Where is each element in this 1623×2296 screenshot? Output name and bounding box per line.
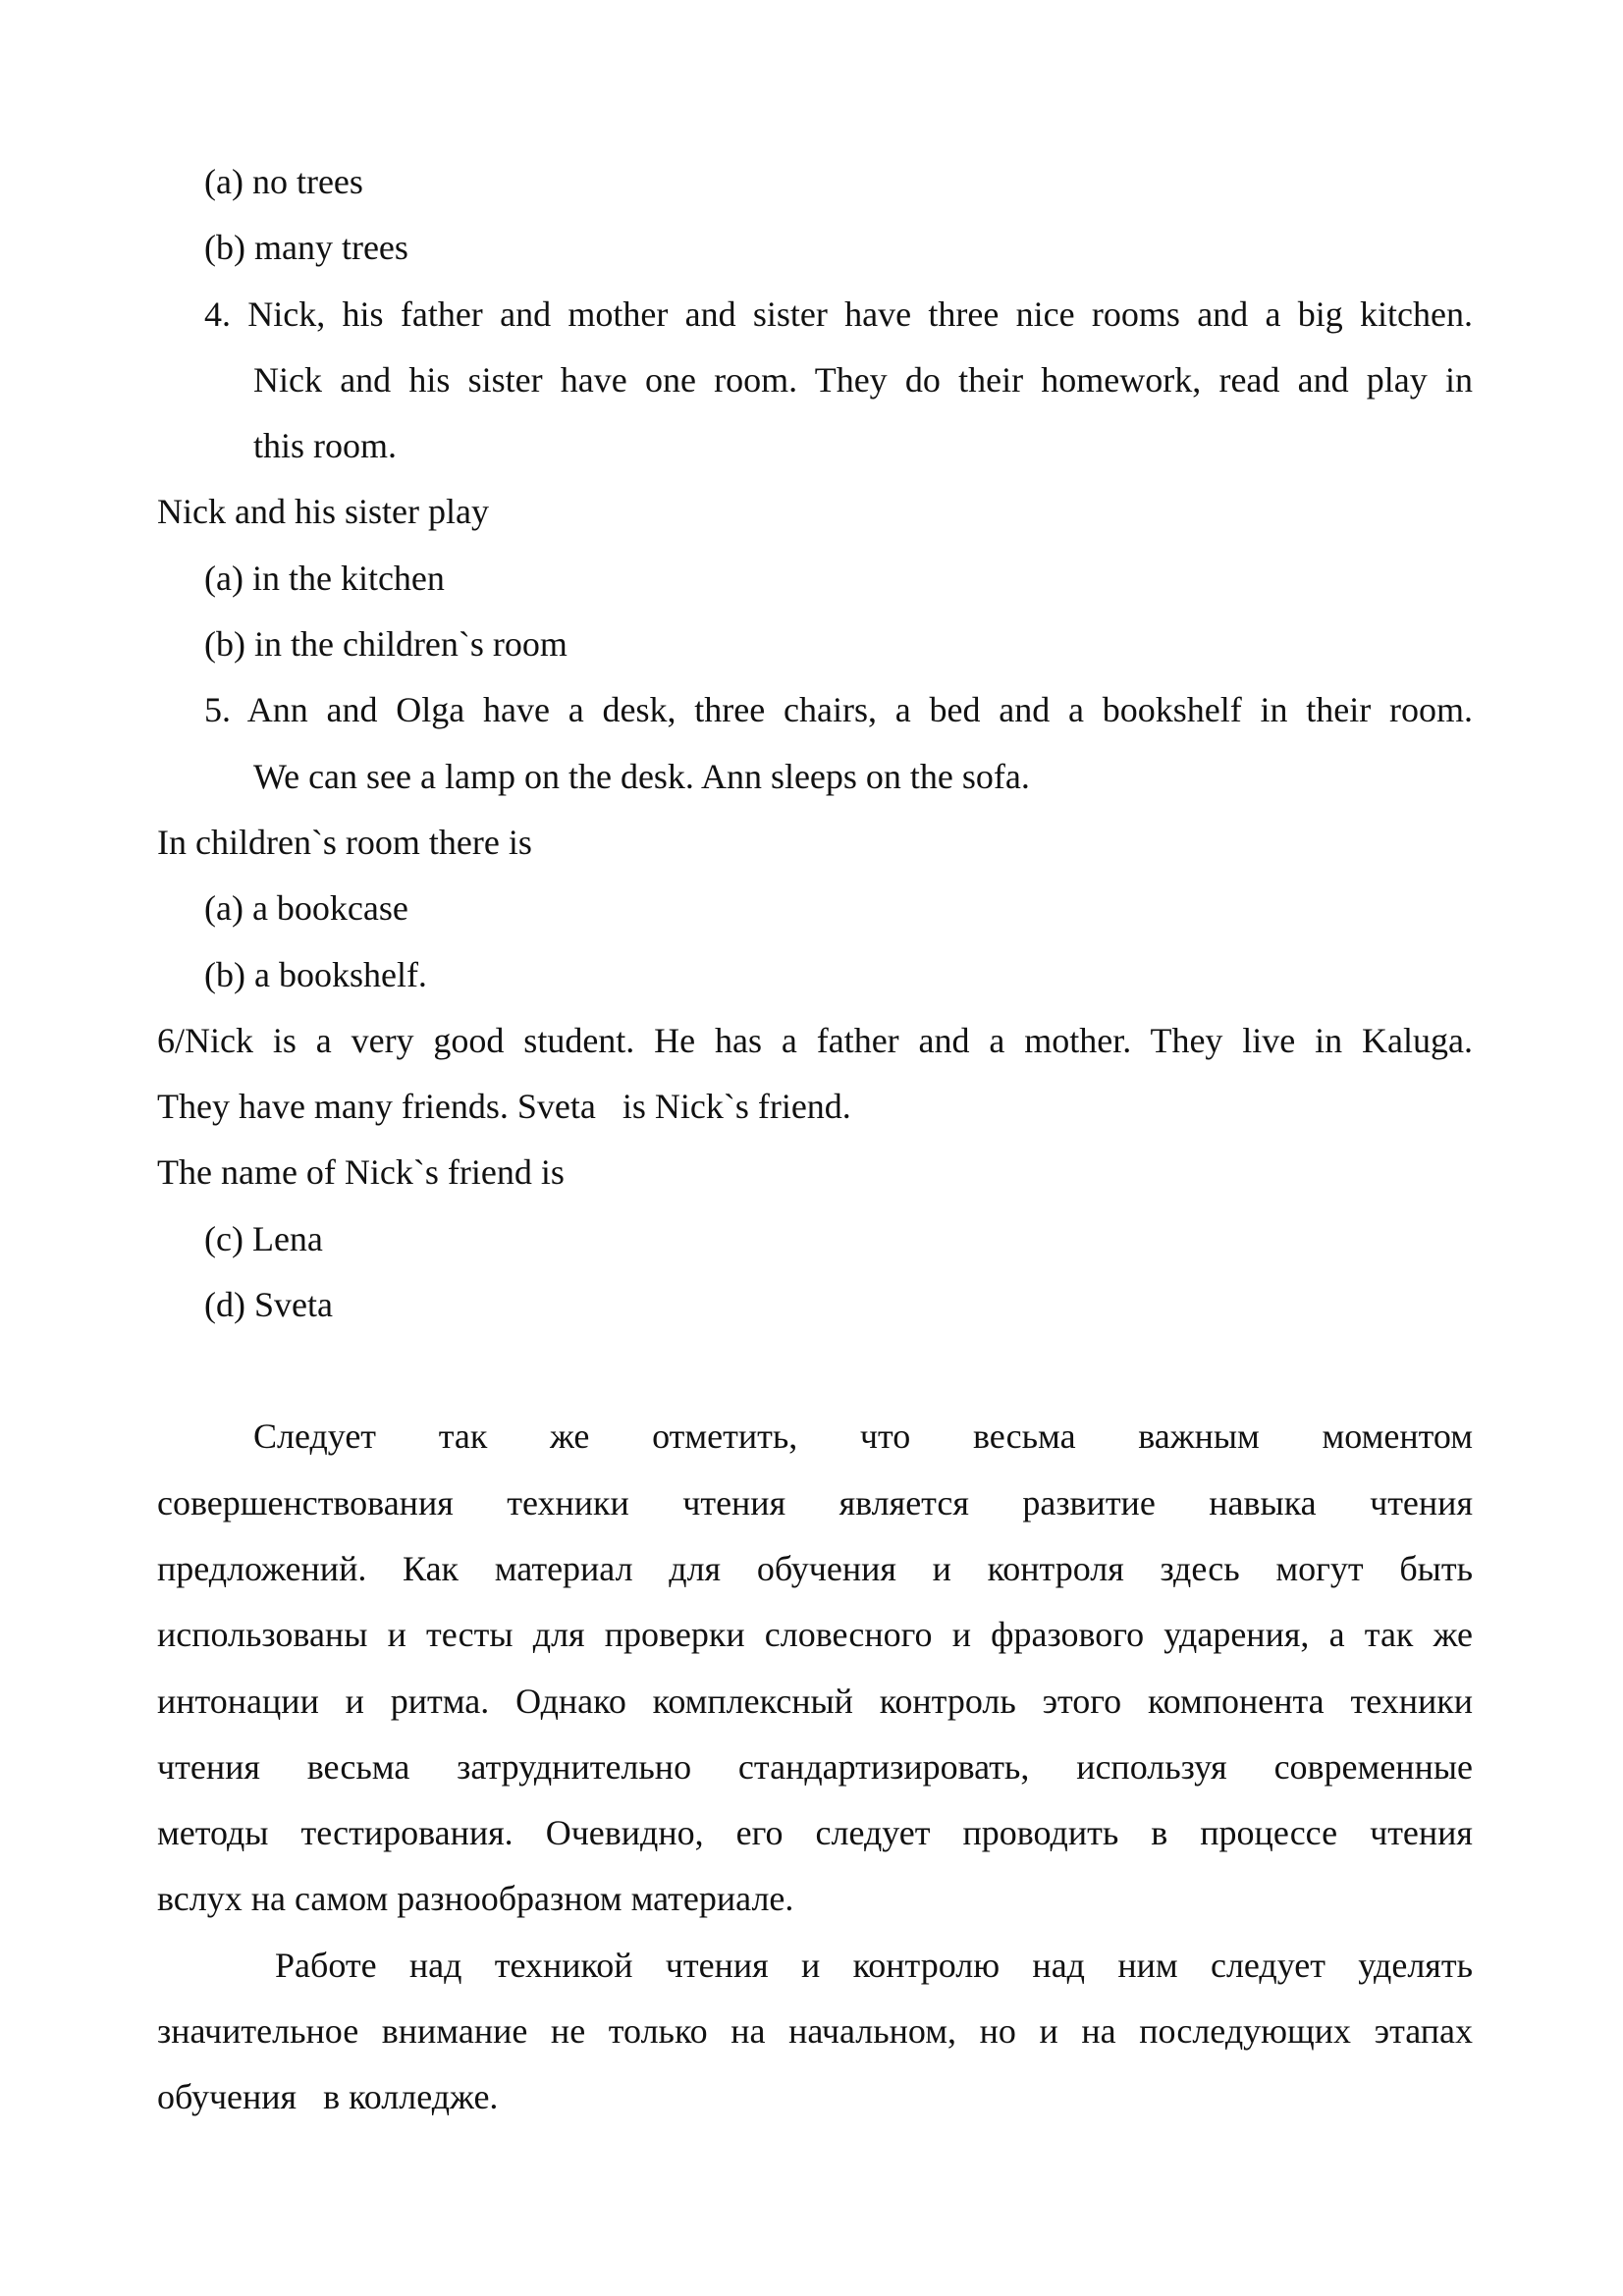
paragraph-1-line: вслух на самом разнообразном материале. [157, 1879, 794, 1919]
paragraph-1-line: использованы и тесты для проверки словесного и фразового ударения, а так же [157, 1615, 1473, 1655]
question-6-prompt: The name of Nick`s friend is [157, 1152, 565, 1193]
option-item3-b: (b) many trees [204, 228, 408, 268]
paragraph-1-line: совершенствования техники чтения является развитие навыка чтения [157, 1482, 1473, 1522]
document-page [157, 149, 1473, 2131]
paragraph-1-line: интонации и ритма. Однако комплексный контроль этого компонента техники [157, 1681, 1473, 1721]
question-4-line-1: 4. Nick, his father and mother and sister have three nice rooms and a big kitchen. [204, 294, 1473, 334]
option-item5-a: (a) a bookcase [204, 888, 408, 929]
question-6-line-2: They have many friends. Sveta is Nick`s friend. [157, 1087, 851, 1127]
paragraph-2-line: обучения в колледже. [157, 2077, 499, 2117]
question-4-line-2: Nick and his sister have one room. They do their homework, read and play in [253, 359, 1473, 400]
paragraph-1-line: предложений. Как материал для обучения и контроля здесь могут быть [157, 1548, 1473, 1588]
option-item6-d: (d) Sveta [204, 1285, 333, 1325]
option-item3-a: (a) no trees [204, 162, 363, 201]
option-item4-a: (a) in the kitchen [204, 558, 445, 598]
spacer [157, 1338, 1473, 1404]
question-5-line-1: 5. Ann and Olga have a desk, three chairs, a bed and a bookshelf in their room. [204, 690, 1473, 730]
option-item4-b: (b) in the children`s room [204, 624, 568, 665]
paragraph-2 [157, 1933, 1473, 2131]
paragraph-1 [157, 1404, 1473, 1932]
option-item5-b: (b) a bookshelf. [204, 954, 427, 994]
question-4-line-3: this room. [253, 426, 398, 466]
paragraph-2-line: Работе над техникой чтения и контролю над ним следует уделять [275, 1945, 1473, 1985]
paragraph-1-line: чтения весьма затруднительно стандартизировать, используя современные [157, 1746, 1473, 1787]
paragraph-2-line: значительное внимание не только на начальном, но и на последующих этапах [157, 2011, 1473, 2052]
option-item6-c: (c) Lena [204, 1218, 323, 1258]
paragraph-1-line: Следует так же отметить, что весьма важным моментом [253, 1416, 1473, 1457]
question-4-prompt: Nick and his sister play [157, 492, 489, 532]
question-5-prompt: In children`s room there is [157, 822, 532, 862]
paragraph-1-line: методы тестирования. Очевидно, его следует проводить в процессе чтения [157, 1813, 1473, 1853]
question-6-line-1: 6/Nick is a very good student. He has a father and a mother. They live in Kaluga. [157, 1020, 1473, 1060]
question-5-line-2: We can see a lamp on the desk. Ann sleeps on the sofa. [253, 756, 1030, 796]
